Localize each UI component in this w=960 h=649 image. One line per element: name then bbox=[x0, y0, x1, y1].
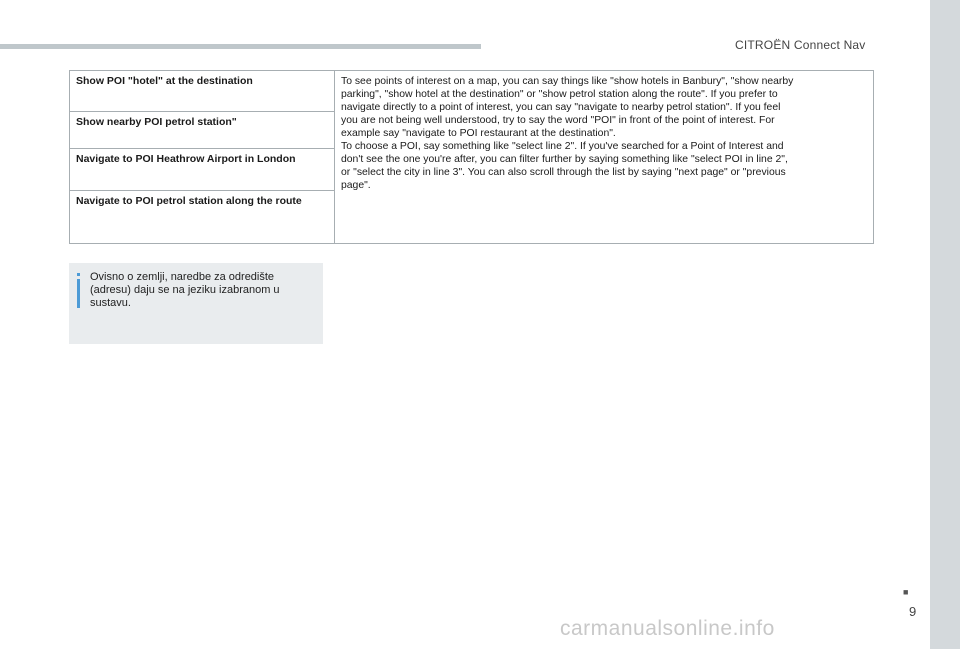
info-icon bbox=[77, 273, 80, 308]
page-number: 9 bbox=[909, 604, 917, 619]
description-cell bbox=[335, 71, 874, 244]
note-text: Ovisno o zemlji, naredbe za odredište (adresu) daju se na jeziku izabranom u sustavu. bbox=[90, 271, 280, 310]
description-line: To choose a POI, say something like "select line 2". If you've searched for a Point of Interest and bbox=[341, 141, 784, 152]
description-line: example say "navigate to POI restaurant at the destination". bbox=[341, 128, 616, 139]
description-line: don't see the one you're after, you can filter further by saying something like "select POI in line 2", bbox=[341, 154, 788, 165]
description-line: or "select the city in line 3". You can also scroll through the list by saying "next page" or "previous bbox=[341, 167, 786, 178]
page-side-strip bbox=[930, 0, 960, 649]
command-cell: Navigate to POI petrol station along the route bbox=[70, 191, 335, 244]
command-cell: Show POI "hotel" at the destination bbox=[70, 71, 335, 112]
description-line: To see points of interest on a map, you can say things like "show hotels in Banbury", "show nearby bbox=[341, 76, 794, 87]
description-line: parking", "show hotel at the destination" or "show petrol station along the route". If you prefer to bbox=[341, 89, 778, 100]
page-marker: ■ bbox=[903, 587, 909, 597]
watermark: carmanualsonline.info bbox=[560, 617, 775, 640]
manual-section-title: CITROËN Connect Nav bbox=[735, 38, 866, 52]
table-row bbox=[70, 71, 874, 112]
command-cell: Show nearby POI petrol station" bbox=[70, 112, 335, 149]
command-cell: Navigate to POI Heathrow Airport in London bbox=[70, 149, 335, 191]
info-note bbox=[69, 263, 323, 344]
description-line: you are not being well understood, try to say the word "POI" in front of the point of interest. For bbox=[341, 115, 775, 126]
description-line: navigate directly to a point of interest, you can say "navigate to nearby petrol station". If you feel bbox=[341, 102, 781, 113]
description-line: page". bbox=[341, 180, 371, 191]
header-rule bbox=[0, 44, 481, 49]
voice-commands-table bbox=[69, 70, 874, 244]
